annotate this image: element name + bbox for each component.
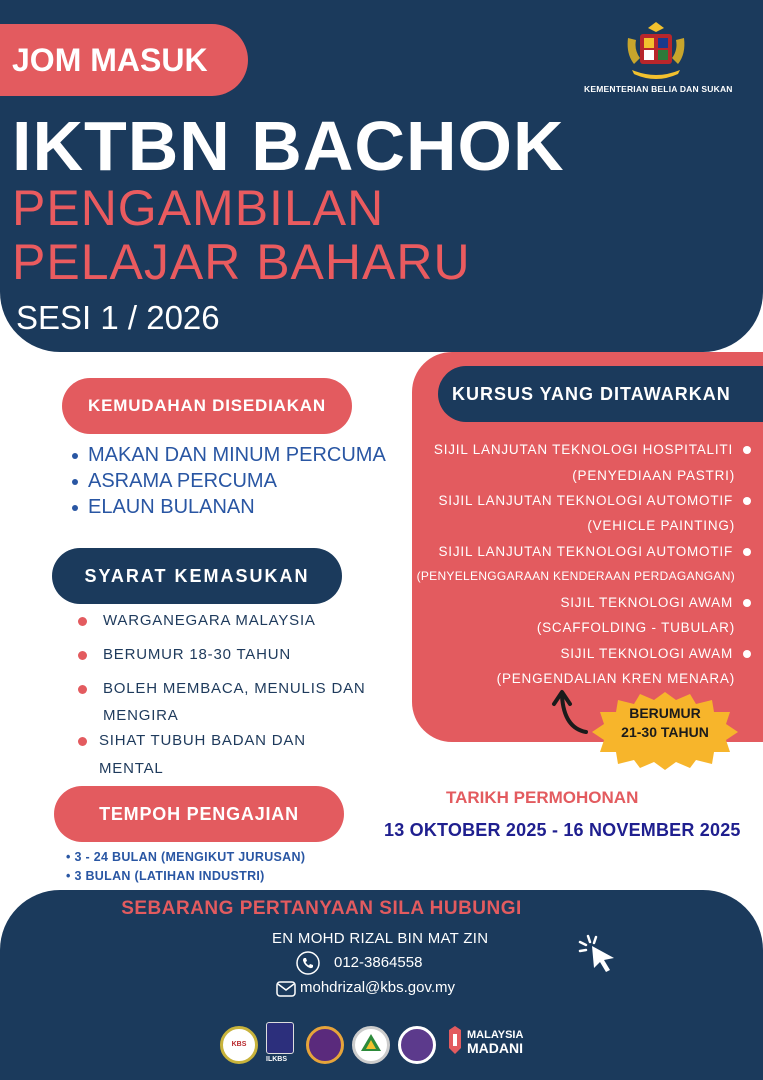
age-badge-line2: 21-30 TAHUN	[621, 724, 709, 740]
list-item: ASRAMA PERCUMA	[72, 468, 277, 494]
iktbn-logo	[352, 1026, 390, 1064]
course-name: SIJIL LANJUTAN TEKNOLOGI AUTOMOTIF	[439, 493, 752, 508]
course-name: SIJIL TEKNOLOGI AWAM	[560, 595, 751, 610]
age-badge	[590, 704, 740, 742]
svg-text:MADANI: MADANI	[467, 1040, 523, 1056]
contact-heading: SEBARANG PERTANYAAN SILA HUBUNGI	[121, 898, 522, 919]
requirements-heading: SYARAT KEMASUKAN	[52, 548, 342, 604]
list-item: SIHAT TUBUH BADAN DAN	[99, 732, 306, 749]
list-item: • 3 - 24 BULAN (MENGIKUT JURUSAN)	[66, 850, 306, 864]
contact-email[interactable]: mohdrizal@kbs.gov.my	[300, 979, 455, 996]
malaysia-madani-logo	[447, 1024, 539, 1058]
svg-text:MALAYSIA: MALAYSIA	[467, 1029, 524, 1041]
course-detail: (PENGENDALIAN KREN MENARA)	[496, 671, 735, 686]
email-icon	[276, 981, 296, 997]
bullet-icon	[743, 599, 751, 607]
bullet-icon	[72, 505, 78, 511]
duration-heading: TEMPOH PENGAJIAN	[54, 786, 344, 842]
ilkbs-label: ILKBS	[266, 1056, 287, 1063]
list-item: ELAUN BULANAN	[72, 494, 255, 520]
subtitle-line1: PENGAMBILAN	[12, 180, 385, 236]
belia-logo	[398, 1026, 436, 1064]
course-detail: (VEHICLE PAINTING)	[587, 518, 735, 533]
bullet-icon	[72, 453, 78, 459]
page-title: IKTBN BACHOK	[12, 107, 565, 185]
phone-icon	[296, 951, 320, 975]
list-item: BERUMUR 18-30 TAHUN	[103, 646, 292, 663]
jom-masuk-badge: JOM MASUK	[0, 24, 248, 96]
bullet-icon	[72, 479, 78, 485]
courses-heading: KURSUS YANG DITAWARKAN	[438, 366, 763, 422]
course-detail: (SCAFFOLDING - TUBULAR)	[536, 620, 735, 635]
age-badge-line1: BERUMUR	[629, 705, 701, 721]
ilkbs-logo	[266, 1022, 294, 1054]
subtitle-line2: PELAJAR BAHARU	[12, 234, 471, 290]
contact-phone[interactable]: 012-3864558	[334, 954, 423, 971]
course-name: SIJIL LANJUTAN TEKNOLOGI AUTOMOTIF	[439, 544, 752, 559]
list-item: WARGANEGARA MALAYSIA	[103, 612, 316, 629]
list-item-continuation: MENGIRA	[103, 707, 179, 724]
course-name: SIJIL LANJUTAN TEKNOLOGI HOSPITALITI	[434, 442, 751, 457]
crest-icon	[620, 18, 692, 82]
course-detail: (PENYELENGGARAAN KENDERAAN PERDAGANGAN)	[416, 569, 735, 583]
cursor-click-icon	[578, 934, 620, 976]
tvet-logo	[306, 1026, 344, 1064]
kbs-logo: KBS	[220, 1026, 258, 1064]
list-item: BOLEH MEMBACA, MENULIS DAN	[103, 680, 366, 697]
bullet-icon	[743, 650, 751, 658]
application-date-label: TARIKH PERMOHONAN	[446, 788, 639, 807]
list-item: MAKAN DAN MINUM PERCUMA	[72, 442, 386, 468]
bullet-icon	[743, 446, 751, 454]
session-label: SESI 1 / 2026	[16, 299, 220, 336]
bullet-icon	[78, 617, 87, 626]
application-date-range: 13 OKTOBER 2025 - 16 NOVEMBER 2025	[384, 820, 741, 840]
course-name: SIJIL TEKNOLOGI AWAM	[560, 646, 751, 661]
list-item-continuation: MENTAL	[99, 760, 164, 777]
bullet-icon	[743, 548, 751, 556]
list-item: • 3 BULAN (LATIHAN INDUSTRI)	[66, 869, 265, 883]
facilities-heading: KEMUDAHAN DISEDIAKAN	[62, 378, 352, 434]
contact-name: EN MOHD RIZAL BIN MAT ZIN	[272, 930, 489, 947]
ministry-name: KEMENTERIAN BELIA DAN SUKAN	[584, 84, 733, 94]
bullet-icon	[743, 497, 751, 505]
course-detail: (PENYEDIAAN PASTRI)	[572, 468, 735, 483]
bullet-icon	[78, 685, 87, 694]
bullet-icon	[78, 737, 87, 746]
bullet-icon	[78, 651, 87, 660]
